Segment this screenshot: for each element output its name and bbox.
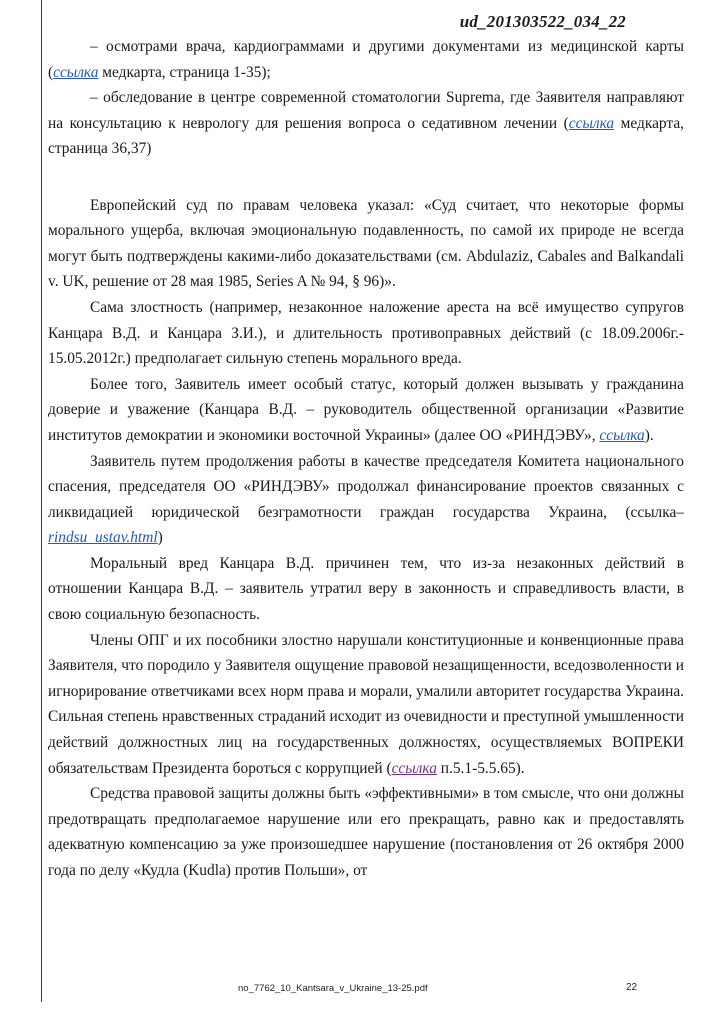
blank-line <box>48 162 684 188</box>
paragraph-text: Заявитель путем продолжения работы в качестве председателя Комитета национального спасения, председателя ОО «РИНДЭВУ» продолжал финансирование проектов связанных с ликвидацией юридической безграмотности граждан государства Украина, (ссылка– <box>48 452 684 521</box>
link-rindevu[interactable]: ссылка <box>599 426 645 444</box>
paragraph-medical-card <box>48 34 684 85</box>
paragraph-text: п.5.1-5.5.65). <box>436 759 525 777</box>
paragraph-remedies: Средства правовой защиты должны быть «эффективными» в том смысле, что они должны предотвращать предполагаемое нарушение или его прекращать, равно как и предоставлять адекватную компенсацию за уже произошедшее нарушение (постановления от 26 октября 2000 года по делу «Кудла (Kudla) против Польши», от <box>48 785 684 879</box>
paragraph-echr-quote: Европейский суд по правам человека указал: «Суд считает, что некоторые формы морального ущерба, включая эмоциональную подавленность, по самой их природе не всегда могут быть подтверждены какими-либо доказательствами (см. Abdulaziz, Cabales and Balkandali v. UK, решение от 28 мая 1985, Series A № 94, § 96)». <box>48 196 684 291</box>
paragraph-suprema <box>48 85 684 162</box>
paragraph-text: медкарта, страница 36,37) <box>48 114 684 158</box>
paragraph-text: Члены ОПГ и их пособники злостно нарушали конституционные и конвенционные права Заявителя, что породило у Заявителя ощущение правовой незащищенности, вседозволенности и игнорирование ответчиками всех норм права и морали, умалили авторитет государства Украина. Сильная степень нравственных страданий исходит из очевидности и преступной умышленности действий должностных лиц на государственных должностях, осуществляемых ВОПРЕКИ обязательствам Президента бороться с коррупцией ( <box>48 631 684 777</box>
paragraph-special-status <box>48 372 684 449</box>
footer-page-number: 22 <box>626 982 638 993</box>
left-margin-rule <box>41 0 42 1002</box>
footer-filename: no_7762_10_Kantsara_v_Ukraine_13-25.pdf <box>238 983 428 994</box>
paragraph-opg <box>48 628 684 782</box>
link-corruption[interactable]: ссылка <box>391 759 437 777</box>
paragraph-malice: Сама злостность (например, незаконное наложение ареста на всё имущество супругов Канцара В.Д. и Канцара З.И.), и длительность противоправных действий (с 18.09.2006г.- 15.05.2012г.) предполагает сильную степень морального вреда. <box>48 298 684 368</box>
paragraph-text: ). <box>644 426 654 444</box>
paragraph-moral-harm: Моральный вред Канцара В.Д. причинен тем, что из-за незаконных действий в отношении Канцара В.Д. – заявитель утратил веру в законность и справедливость власти, в свою социальную безопасность. <box>48 554 684 624</box>
document-body <box>48 34 684 884</box>
link-medcard-suprema[interactable]: ссылка <box>568 114 615 132</box>
paragraph-text: медкарта, страница 1-35); <box>98 63 271 81</box>
paragraph-text: – обследование в центре современной стоматологии Suprema, где Заявителя направляют на консультацию к неврологу для решения вопроса о седативном лечении ( <box>48 89 684 132</box>
link-medcard[interactable]: ссылка <box>53 63 99 81</box>
paragraph-text: Более того, Заявитель имеет особый статус, который должен вызывать у гражданина доверие и уважение (Канцара В.Д. – руководитель общественной организации «Развитие институтов демократии и экономики восточной Украины» (далее ОО «РИНДЭВУ», <box>48 375 684 444</box>
paragraph-text: ) <box>157 529 163 547</box>
paragraph-committee <box>48 449 684 551</box>
link-rindsu-ustav[interactable]: rindsu_ustav.html <box>48 529 158 547</box>
paragraph-text: – осмотрами врача, кардиограммами и другими документами из медицинской карты ( <box>48 38 684 81</box>
document-id-header: ud_201303522_034_22 <box>459 12 626 31</box>
